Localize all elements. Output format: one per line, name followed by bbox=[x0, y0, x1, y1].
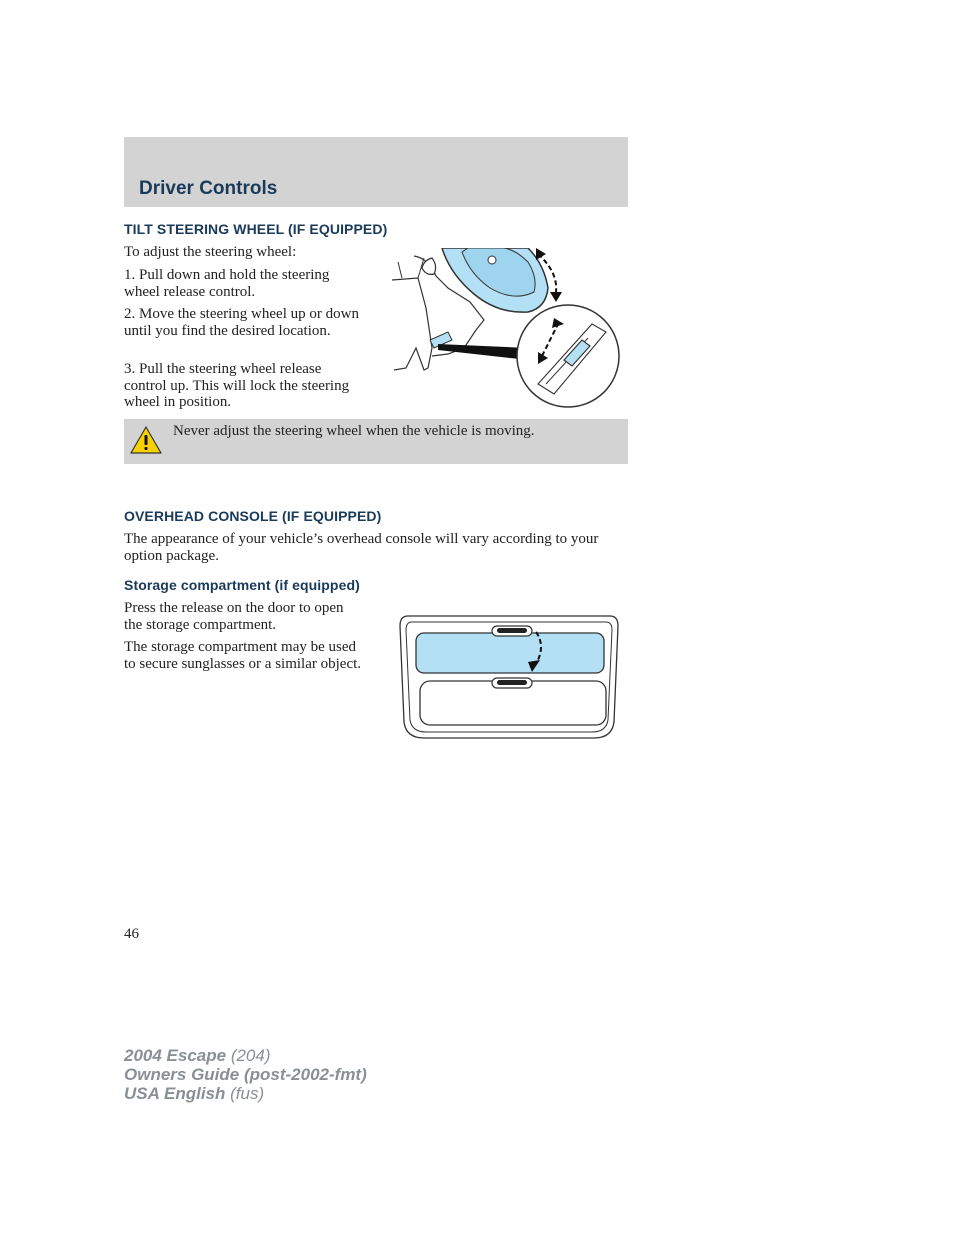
page-number: 46 bbox=[124, 926, 139, 942]
tilt-intro: To adjust the steering wheel: bbox=[124, 244, 297, 260]
storage-compartment-heading: Storage compartment (if equipped) bbox=[124, 577, 360, 593]
tilt-step-2: 2. Move the steering wheel up or down until you find the desired location. bbox=[124, 306, 359, 339]
header-band bbox=[124, 137, 628, 207]
overhead-console-illustration bbox=[396, 612, 622, 742]
storage-para-2: The storage compartment may be used to secure sunglasses or a similar object. bbox=[124, 639, 362, 672]
footer-line-3: USA English (fus) bbox=[124, 1084, 265, 1103]
footer bbox=[124, 1046, 367, 1103]
storage-para-1: Press the release on the door to open the storage compartment. bbox=[124, 600, 344, 633]
tilt-steering-heading: TILT STEERING WHEEL (IF EQUIPPED) bbox=[124, 221, 388, 237]
warning-text: Never adjust the steering wheel when the vehicle is moving. bbox=[173, 423, 535, 439]
footer-line-1: 2004 Escape (204) bbox=[124, 1046, 271, 1065]
warning-box bbox=[124, 419, 628, 464]
console-intro: The appearance of your vehicle’s overhead console will vary according to your option package. bbox=[124, 531, 599, 564]
page-title: Driver Controls bbox=[139, 178, 278, 199]
tilt-step-3: 3. Pull the steering wheel release control up. This will lock the steering wheel in position. bbox=[124, 361, 350, 410]
warning-triangle-icon bbox=[129, 425, 163, 455]
steering-wheel-illustration bbox=[388, 248, 624, 408]
overhead-console-heading: OVERHEAD CONSOLE (IF EQUIPPED) bbox=[124, 508, 382, 524]
footer-line-2: Owners Guide (post-2002-fmt) bbox=[124, 1065, 367, 1084]
tilt-step-1: 1. Pull down and hold the steering wheel release control. bbox=[124, 267, 330, 300]
